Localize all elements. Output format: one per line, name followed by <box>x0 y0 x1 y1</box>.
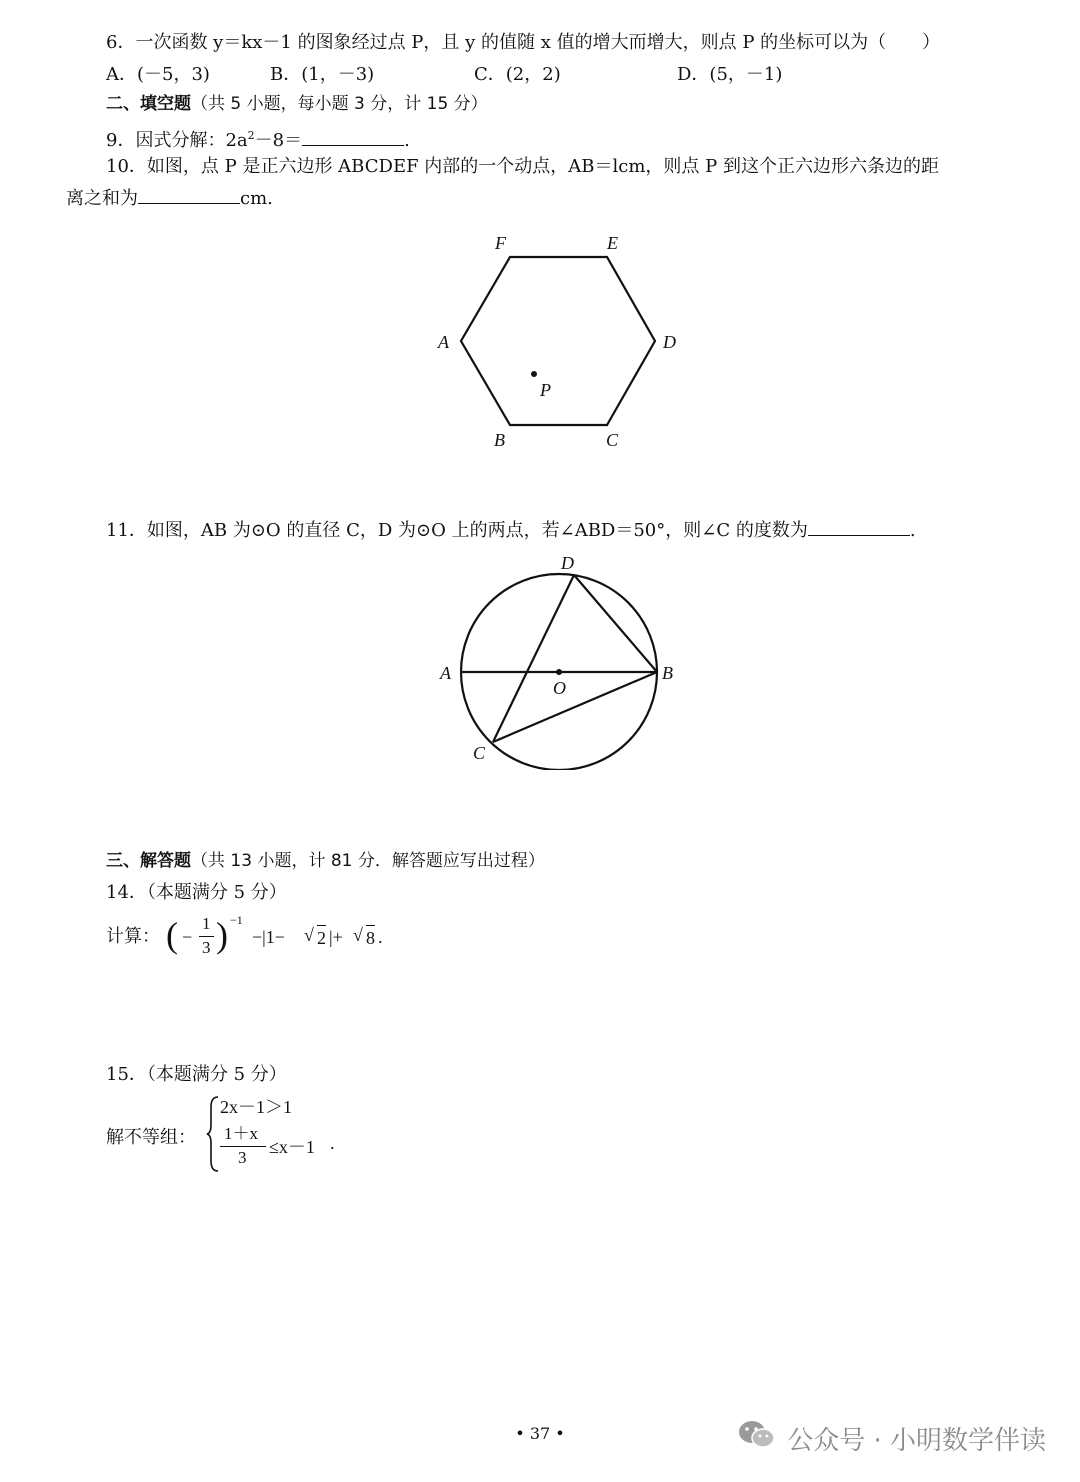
q9-answer-blank <box>302 127 404 146</box>
hex-label-d: D <box>663 332 676 352</box>
q10-line1: 10．如图，点 P 是正六边形 ABCDEF 内部的一个动点，AB＝lcm，则点 P 到这个正六边形六条边的距 <box>106 156 939 177</box>
q11-answer-blank <box>808 517 910 536</box>
section3-note: （共 13 小题，计 81 分．解答题应写出过程） <box>191 851 545 871</box>
hexagon-point-p <box>531 371 537 377</box>
q10-answer-blank <box>138 185 240 204</box>
section3-heading <box>106 849 545 873</box>
center-point-o <box>556 669 562 675</box>
q15-ineq1: 2x－1＞1 <box>220 1097 292 1117</box>
hex-label-p: P <box>540 380 551 400</box>
q15-frac-den: 3 <box>238 1148 247 1167</box>
q10-line2-suffix: cm. <box>240 188 273 209</box>
q14-frac-num: 1 <box>202 914 211 933</box>
circle-label-c: C <box>473 743 486 763</box>
hex-label-f: F <box>495 233 506 253</box>
circle-label-b: B <box>662 663 673 683</box>
q15-ineq2-rest: ≤x－1 <box>269 1137 315 1157</box>
wechat-icon <box>737 1418 777 1459</box>
q14-sqrt-a-sign: √ <box>304 925 314 945</box>
hexagon-shape <box>461 257 655 425</box>
hex-label-a: A <box>438 332 449 352</box>
q9-text <box>106 124 410 153</box>
watermark-text: 公众号 · 小明数学伴读 <box>787 1426 1046 1456</box>
q14-sqrt-b: 8 <box>366 925 375 950</box>
page-number: • 37 • <box>515 1424 565 1443</box>
q14-sqrt-b-sign: √ <box>353 925 363 945</box>
section2-title: 二、填空题 <box>106 94 191 114</box>
q15-frac-bar <box>220 1146 266 1147</box>
q10-line2-prefix: 离之和为 <box>66 188 138 209</box>
q6-option-a: A．(－5，3) <box>106 64 210 85</box>
q15-frac-num: 1＋x <box>224 1124 258 1143</box>
q14-minus: − <box>182 927 193 947</box>
circle-label-o: O <box>553 678 566 698</box>
q11-end: . <box>909 520 916 541</box>
q11-body: 11．如图，AB 为⊙O 的直径 C，D 为⊙O 上的两点，若∠ABD＝50°，则∠C 的度数为 <box>106 520 808 541</box>
hex-label-b: B <box>494 430 505 450</box>
circle-figure <box>0 550 1080 770</box>
watermark <box>737 1418 1046 1459</box>
q14-sqrt-a: 2 <box>317 925 326 950</box>
q14-rest-b: |+ <box>329 927 343 947</box>
q14-frac-bar <box>199 936 214 937</box>
q11-text <box>106 517 916 543</box>
q6-option-d: D．(5，－1) <box>677 64 783 85</box>
section2-note: （共 5 小题，每小题 3 分，计 15 分） <box>191 94 488 114</box>
q15-brace <box>206 1095 220 1173</box>
q15-prefix: 解不等组： <box>106 1127 196 1148</box>
q14-formula <box>106 915 466 961</box>
q15-formula <box>106 1093 406 1173</box>
q14-title: 14．（本题满分 5 分） <box>106 882 287 903</box>
section3-title: 三、解答题 <box>106 851 191 871</box>
q6-text: 6．一次函数 y＝kx－1 的图象经过点 P，且 y 的值随 x 值的增大而增大，则点 P 的坐标可以为（ ） <box>106 32 941 53</box>
section2-heading <box>106 92 488 116</box>
q14-end: . <box>378 927 383 947</box>
q14-frac-den: 3 <box>202 938 211 957</box>
q14-rest-a: −|1− <box>252 927 285 947</box>
q9-sup: 2 <box>247 129 255 142</box>
hexagon-figure <box>0 225 1080 465</box>
chord-cb <box>493 672 657 742</box>
circle-label-a: A <box>440 663 451 683</box>
q6-option-c: C．(2，2) <box>474 64 561 85</box>
q9-end: . <box>404 130 410 151</box>
q14-prefix: 计算： <box>106 926 160 947</box>
chord-dc <box>493 575 574 742</box>
circle-label-d: D <box>561 553 574 573</box>
q6-option-b: B．(1，－3) <box>270 64 375 85</box>
q14-paren-right: ) <box>216 915 228 955</box>
q10-line2 <box>66 185 273 211</box>
q15-title: 15．（本题满分 5 分） <box>106 1064 287 1085</box>
q15-end: . <box>330 1133 335 1153</box>
hex-label-c: C <box>606 430 619 450</box>
q9-rest: －8＝ <box>254 130 303 151</box>
q9-prefix: 9．因式分解：2a <box>106 130 248 151</box>
q14-paren-left: ( <box>166 915 178 955</box>
hex-label-e: E <box>607 233 618 253</box>
q14-exponent: −1 <box>230 913 243 927</box>
